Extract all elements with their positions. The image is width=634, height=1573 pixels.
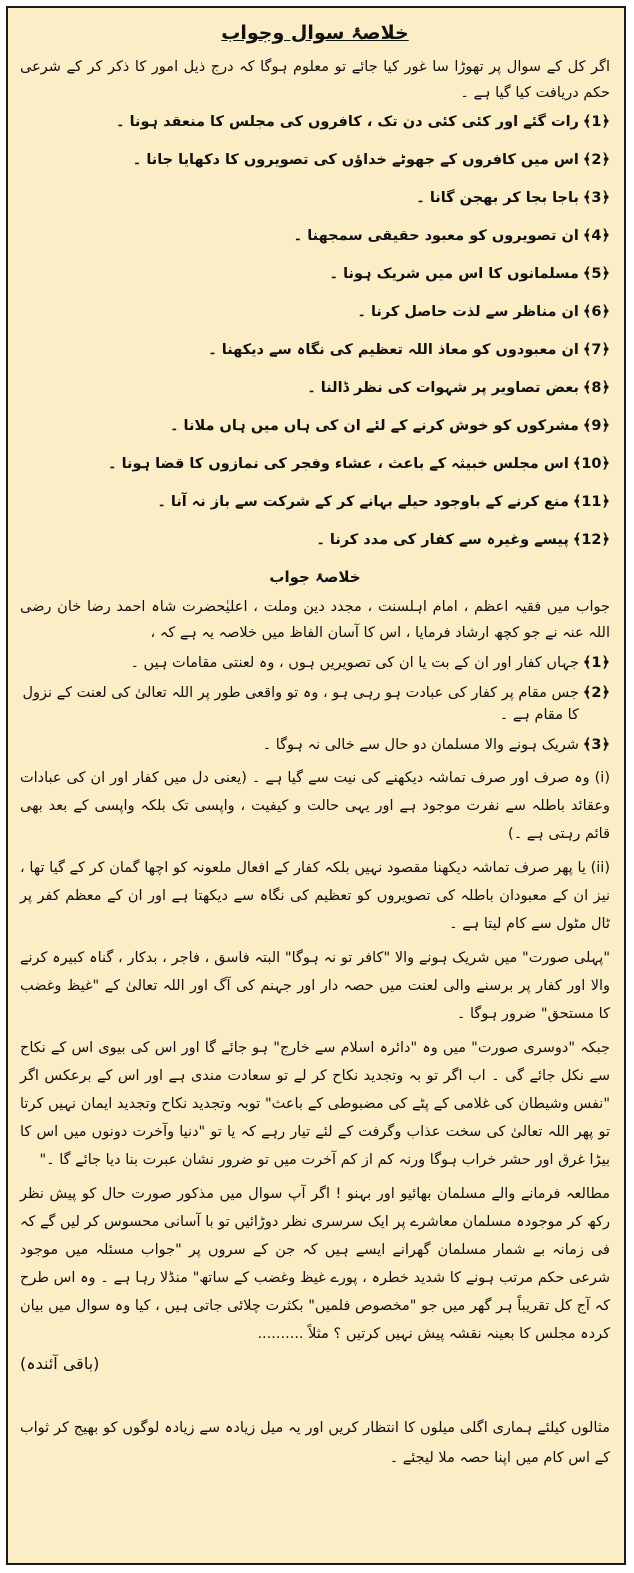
item-number: ﴿11﴾ (572, 494, 610, 510)
item-number: ﴿4﴾ (582, 228, 610, 244)
item-text: ان معبودوں کو معاذ اللہ تعظیم کی نگاہ سے دیکھنا ۔ (208, 342, 579, 358)
item-text: منع کرنے کے باوجود حیلے بہانے کر کے شرکت سے باز نہ آنا ۔ (157, 494, 569, 510)
item-text: رات گئے اور کئی کئی دن تک ، کافروں کی مجلس کا منعقد ہونا ۔ (116, 114, 579, 130)
item-number: ﴿2﴾ (582, 152, 610, 168)
list-item (20, 682, 610, 726)
list-item (20, 264, 610, 296)
answer-intro: جواب میں فقیہ اعظم ، امام اہلسنت ، مجدد دین وملت ، اعلیٰحضرت شاہ احمد رضا خان رضی اللہ عنہ نے جو کچھ ارشاد فرمایا ، اس کا آسان الفاظ میں خلاصہ یہ ہے کہ ، (20, 599, 610, 641)
list-item (20, 226, 610, 258)
list-item (20, 530, 610, 562)
page-title: خلاصۂ سوال وجواب (221, 22, 409, 44)
list-item (20, 734, 610, 756)
answer-subtitle: خلاصۂ جواب (269, 568, 361, 586)
item-text: ان مناظر سے لذت حاصل کرنا ۔ (357, 304, 579, 320)
item-number: ﴿3﴾ (582, 190, 610, 206)
case-i-paragraph: (i) وہ صرف اور صرف تماشہ دیکھنے کی نیت سے گیا ہے ۔ (یعنی دل میں کفار اور ان کی عبادات وعقائد باطلہ سے نفرت موجود ہے اور یہی حالت و کیفیت ، واپسی تک بلکہ واپسی کے بعد بھی قائم رہتی ہے ۔) (20, 770, 610, 842)
list-item (20, 378, 610, 410)
item-number: ﴿8﴾ (582, 380, 610, 396)
item-text: ان تصویروں کو معبود حقیقی سمجھنا ۔ (293, 228, 579, 244)
item-text: بعض تصاویر پر شہوات کی نظر ڈالنا ۔ (307, 380, 579, 396)
second-case-paragraph: جبکہ "دوسری صورت" میں وہ "دائرہ اسلام سے خارج" ہو جائے گا اور اس کی بیوی اس کے نکاح سے نکل جائے گی ۔ اب اگر تو بہ وتجدید نکاح کر لے تو سعادت مندی ہے اور اس کے برعکس اگر "نفس وشیطان کی غلامی کے پٹے کی مضبوطی کے باعث" توبہ وتجدید نکاح وتجدید ایمان نہیں کرتا تو پھر اللہ تعالیٰ کی سخت عذاب وگرفت کے لئے تیار رہے کہ یا تو "دنیا وآخرت دونوں میں اس کا بیڑا غرق اور حشر خراب ہوگا ورنہ کم از کم آخرت میں تو ضرور نشان عبرت بنا دیا جائے گا ۔" (20, 1040, 610, 1168)
item-number: ﴿6﴾ (582, 304, 610, 320)
list-item (20, 112, 610, 144)
case-ii-paragraph: (ii) یا پھر صرف تماشہ دیکھنا مقصود نہیں بلکہ کفار کے افعال ملعونہ کو اچھا گمان کر کے گیا تھا ، نیز ان کے معبودان باطلہ کی تصویروں کو تعظیم کی نگاہ سے دیکھتا ہے اور ان کے معظم کفر پر ٹال مٹول سے کام لیتا ہے ۔ (20, 860, 610, 932)
item-text: جہاں کفار اور ان کے بت یا ان کی تصویریں ہوں ، وہ لعنتی مقامات ہیں ۔ (130, 655, 579, 671)
list-item (20, 188, 610, 220)
item-text: شریک ہونے والا مسلمان دو حال سے خالی نہ ہوگا ۔ (262, 737, 579, 753)
continued-label: (باقی آئندہ) (20, 1354, 100, 1373)
list-item (20, 454, 610, 486)
item-number: ﴿7﴾ (582, 342, 610, 358)
list-item (20, 150, 610, 182)
list-item (20, 492, 610, 524)
list-item (20, 340, 610, 372)
item-number: ﴿3﴾ (582, 737, 610, 753)
item-text: مسلمانوں کا اس میں شریک ہونا ۔ (329, 266, 579, 282)
item-number: ﴿1﴾ (582, 655, 610, 671)
item-number: ﴿10﴾ (572, 456, 610, 472)
study-paragraph: مطالعہ فرمانے والے مسلمان بھائیو اور بہنو ! اگر آپ سوال میں مذکور صورت حال کو پیش نظر رکھ کر موجودہ مسلمان معاشرے پر ایک سرسری نظر دوڑائیں تو با آسانی محسوس کر لیں گے کہ فی زمانہ بے شمار مسلمان گھرانے ایسے ہیں کہ جن کے سروں پر "جواب مسئلہ میں موجود شرعی حکم مرتب ہونے کا شدید خطرہ ، پورے غیظ وغضب کے ساتھ" منڈلا رہا ہے ۔ وہ اس طرح کہ آج کل تقریباً ہر گھر میں جو "مخصوص فلمیں" بکثرت چلائی جاتی ہیں ، کیا وہ سوال میں بیان کردہ مجلس کا بعینہ نقشہ پیش نہیں کرتیں ؟ مثلاً .......... (20, 1186, 610, 1342)
list-item (20, 652, 610, 674)
article-body (8, 8, 624, 1496)
closing-paragraph: مثالوں کیلئے ہماری اگلی میلوں کا انتظار کریں اور یہ میل زیادہ سے زیادہ لوگوں کو بھیج کر ثواب کے اس کام میں اپنا حصہ ملا لیجئے ۔ (20, 1420, 610, 1466)
item-number: ﴿2﴾ (582, 685, 610, 701)
item-text: جس مقام پر کفار کی عبادت ہو رہی ہو ، وہ تو واقعی طور پر اللہ تعالیٰ کی لعنت کے نزول کا مقام ہے ۔ (22, 685, 579, 723)
question-list (20, 112, 610, 562)
list-item (20, 416, 610, 448)
article-frame (6, 6, 626, 1565)
item-text: اس میں کافروں کے جھوٹے خداؤں کی تصویروں کا دکھایا جانا ۔ (132, 152, 579, 168)
item-number: ﴿9﴾ (582, 418, 610, 434)
intro-paragraph: اگر کل کے سوال پر تھوڑا سا غور کیا جائے تو معلوم ہوگا کہ درج ذیل امور کا ذکر کر کے شرعی حکم دریافت کیا گیا ہے ۔ (20, 59, 610, 101)
answer-list (20, 652, 610, 756)
item-number: ﴿5﴾ (582, 266, 610, 282)
item-text: پیسے وغیرہ سے کفار کی مدد کرنا ۔ (316, 532, 569, 548)
first-case-paragraph: "پہلی صورت" میں شریک ہونے والا "کافر تو نہ ہوگا" البتہ فاسق ، فاجر ، بدکار ، گناہ کبیرہ کرنے والا اور کفار پر برسنے والی لعنت میں حصہ دار اور جہنم کی آگ اور اللہ تعالیٰ کے "غیظ وغضب کا مستحق" ضرور ہوگا ۔ (20, 950, 610, 1022)
item-number: ﴿1﴾ (582, 114, 610, 130)
item-number: ﴿12﴾ (572, 532, 610, 548)
item-text: باجا بجا کر بھجن گانا ۔ (416, 190, 579, 206)
item-text: اس مجلس خبیثہ کے باعث ، عشاء وفجر کی نمازوں کا قضا ہونا ۔ (108, 456, 569, 472)
list-item (20, 302, 610, 334)
item-text: مشرکوں کو خوش کرنے کے لئے ان کی ہاں میں ہاں ملانا ۔ (170, 418, 579, 434)
